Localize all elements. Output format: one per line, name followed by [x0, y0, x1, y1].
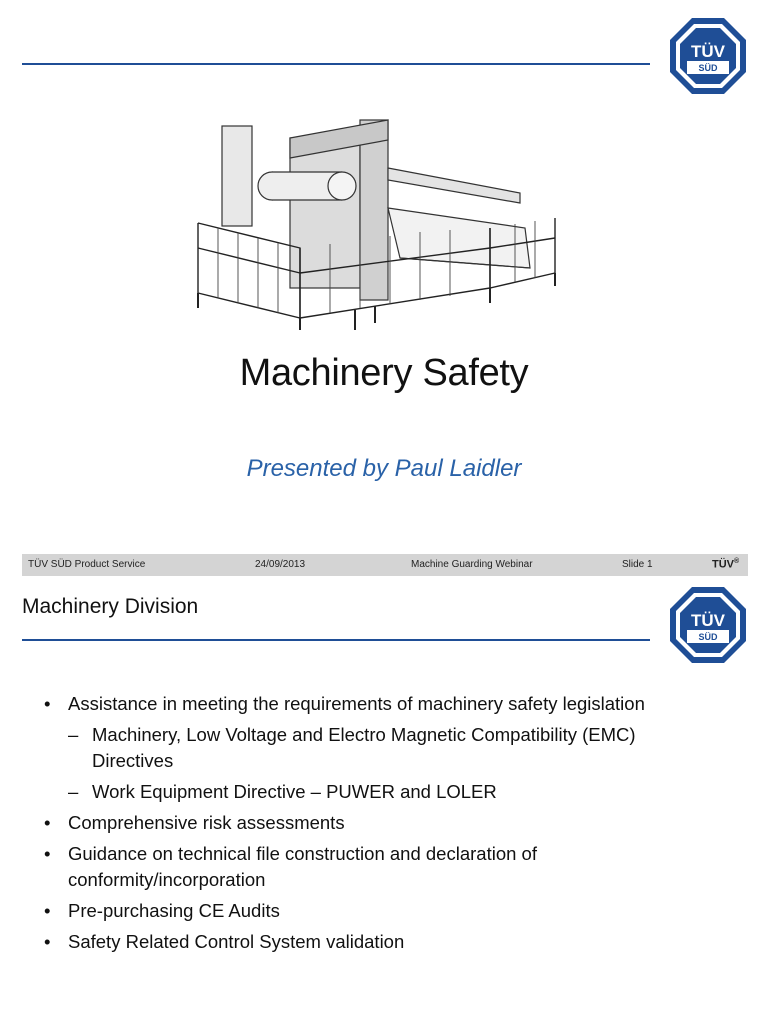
list-item: • Safety Related Control System validation	[42, 929, 682, 955]
slide-title: Machinery Safety	[239, 352, 529, 394]
footer-event: Machine Guarding Webinar	[411, 559, 533, 570]
logo-text-bottom: SÜD	[698, 63, 718, 73]
machine-guarding-illustration	[190, 118, 565, 333]
bullet-list	[42, 691, 682, 960]
logo-text-top: TÜV	[691, 42, 725, 61]
footer-company: TÜV SÜD Product Service	[28, 559, 146, 570]
list-item: • Assistance in meeting the requirements of machinery safety legislation	[42, 691, 682, 717]
list-item: – Work Equipment Directive – PUWER and LOLER	[42, 779, 682, 805]
slide-heading: Machinery Division	[22, 595, 199, 618]
footer-tuv-mark: TÜV®	[712, 558, 740, 571]
list-item: • Pre-purchasing CE Audits	[42, 898, 682, 924]
tuv-sud-logo-icon	[668, 585, 748, 665]
footer-slide-number: Slide 1	[622, 559, 653, 570]
slide-footer	[22, 554, 748, 576]
list-item: • Comprehensive risk assessments	[42, 810, 682, 836]
tuv-sud-logo-icon	[668, 16, 748, 96]
footer-date: 24/09/2013	[255, 559, 306, 570]
header-rule	[22, 63, 650, 65]
content-slide	[0, 581, 768, 1024]
heading-rule	[22, 639, 650, 641]
list-item: • Guidance on technical file construction and declaration of conformity/incorporation	[42, 841, 682, 893]
svg-text:TÜV: TÜV	[691, 611, 725, 630]
slide-subtitle: Presented by Paul Laidler	[246, 455, 522, 482]
svg-text:SÜD: SÜD	[698, 632, 718, 642]
list-item: – Machinery, Low Voltage and Electro Magnetic Compatibility (EMC) Directives	[42, 722, 682, 774]
